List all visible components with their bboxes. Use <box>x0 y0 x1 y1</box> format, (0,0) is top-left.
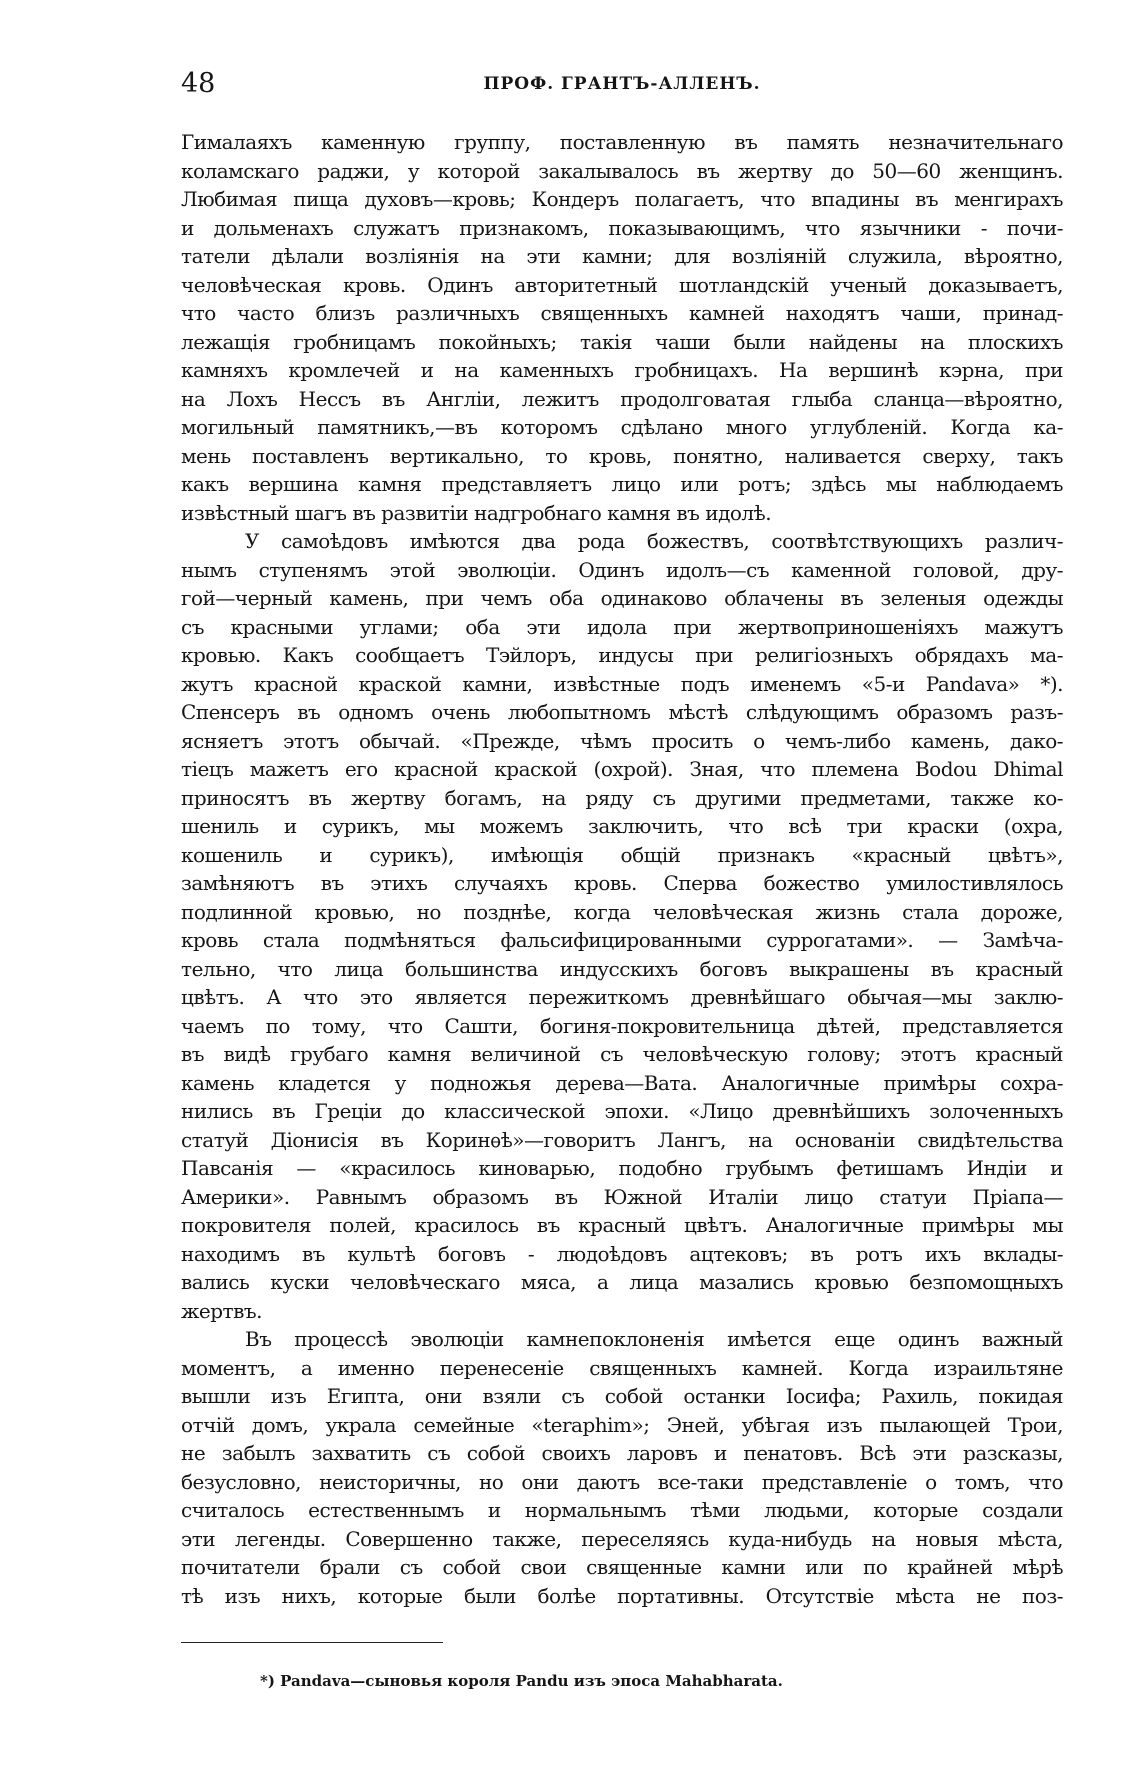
text-line: почитатели брали съ собой свои священные камни или по крайней мѣрѣ <box>181 1555 1063 1579</box>
text-line: отчій домъ, украла семейные «teraphim»; Эней, убѣгая изъ пылающей Трои, <box>181 1412 1063 1437</box>
text-line: моментъ, а именно перенесеніе священныхъ камней. Когда израильтяне <box>181 1355 1063 1380</box>
text-line: безусловно, неисторичны, но они даютъ все-таки представленіе о томъ, что <box>181 1469 1063 1494</box>
text-line: извѣстный шагъ въ развитіи надгробнаго камня въ идолѣ. <box>181 500 772 525</box>
text-line: подлинной кровью, но позднѣе, когда человѣческая жизнь стала дороже, <box>181 899 1063 924</box>
text-line: ясняетъ этотъ обычай. «Прежде, чѣмъ просить о чемъ-либо камень, дако- <box>181 728 1063 753</box>
text-line: камняхъ кромлечей и на каменныхъ гробницахъ. На вершинѣ кэрна, при <box>181 358 1063 382</box>
text-line: кровью. Какъ сообщаетъ Тэйлоръ, индусы при религіозныхъ обрядахъ ма- <box>181 643 1063 667</box>
text-line: цвѣтъ. А что это является пережиткомъ древнѣйшаго обычая—мы заклю- <box>181 985 1063 1009</box>
text-line: шениль и сурикъ, мы можемъ заключить, что всѣ три краски (охра, <box>181 814 1063 838</box>
text-line: что часто близъ различныхъ священныхъ камней находятъ чаши, принад- <box>181 301 1063 325</box>
text-line: покровителя полей, красилось въ красный цвѣтъ. Аналогичные примѣры мы <box>181 1213 1063 1237</box>
text-line: жутъ красной краской камни, извѣстные подъ именемъ «5-и Pandava» *). <box>181 671 1063 696</box>
text-line: татели дѣлали возліянія на эти камни; для возліяній служила, вѣроятно, <box>181 244 1063 268</box>
text-line: тельно, что лица большинства индусскихъ боговъ выкрашены въ красный <box>181 956 1063 981</box>
text-line: нились въ Греціи до классической эпохи. «Лицо древнѣйшихъ золоченныхъ <box>181 1099 1063 1123</box>
footnote: *) Pandava—сыновья короля Pandu изъ эпоса Mahabharata. <box>260 1672 783 1690</box>
running-title: ПРОФ. ГРАНТЪ-АЛЛЕНЪ. <box>483 74 761 94</box>
text-line: лежащія гробницамъ покойныхъ; такія чаши были найдены на плоскихъ <box>181 329 1063 354</box>
text-line: кровь стала подмѣняться фальсифицированными суррогатами». — Замѣча- <box>181 928 1063 952</box>
text-line: У самоѣдовъ имѣются два рода божествъ, соотвѣтствующихъ различ- <box>245 529 1063 553</box>
text-line: кошениль и сурикъ), имѣющія общій признакъ «красный цвѣтъ», <box>181 842 1063 867</box>
text-line: тѣ изъ нихъ, которые были болѣе портативны. Отсутствіе мѣста не поз- <box>181 1583 1063 1608</box>
text-line: Любимая пища духовъ—кровь; Кондеръ полагаетъ, что впадины въ менгирахъ <box>181 187 1063 211</box>
text-line: находимъ въ культѣ боговъ - людоѣдовъ ацтековъ; въ ротъ ихъ вклады- <box>181 1241 1063 1266</box>
text-line: съ красными углами; оба эти идола при жертвоприношеніяхъ мажутъ <box>181 614 1063 639</box>
text-line: коламскаго раджи, у которой закалывалось въ жертву до 50—60 женщинъ. <box>181 158 1063 183</box>
text-line: статуй Діонисія въ Коринѳѣ»—говоритъ Лангъ, на основаніи свидѣтельства <box>181 1127 1063 1152</box>
text-line: могильный памятникъ,—въ которомъ сдѣлано много углубленій. Когда ка- <box>181 415 1063 439</box>
text-line: Въ процессѣ эволюціи камнепоклоненія имѣется еще одинъ важный <box>245 1327 1063 1351</box>
text-line: на Лохъ Нессъ въ Англіи, лежитъ продолговатая глыба сланца—вѣроятно, <box>181 386 1063 411</box>
text-line: считалось естественнымъ и нормальнымъ тѣми людьми, которые создали <box>181 1498 1063 1522</box>
page-header <box>181 64 1063 104</box>
text-line: человѣческая кровь. Одинъ авторитетный шотландскій ученый доказываетъ, <box>181 272 1063 297</box>
page-number: 48 <box>181 68 216 99</box>
text-line: жертвъ. <box>181 1298 262 1323</box>
text-line: камень кладется у подножья дерева—Вата. Аналогичные примѣры сохра- <box>181 1070 1063 1095</box>
text-line: Спенсеръ въ одномъ очень любопытномъ мѣстѣ слѣдующимъ образомъ разъ- <box>181 700 1063 724</box>
text-line: тіецъ мажетъ его красной краской (охрой). Зная, что племена Bodou Dhimal <box>181 757 1063 781</box>
text-line: нымъ ступенямъ этой эволюціи. Одинъ идолъ—съ каменной головой, дру- <box>181 557 1063 582</box>
text-line: Америки». Равнымъ образомъ въ Южной Италіи лицо статуи Пріапа— <box>181 1184 1063 1209</box>
text-line: вышли изъ Египта, они взяли съ собой останки Іосифа; Рахиль, покидая <box>181 1384 1063 1408</box>
text-line: замѣняютъ въ этихъ случаяхъ кровь. Сперва божество умилостивлялось <box>181 871 1063 895</box>
text-line: какъ вершина камня представляетъ лицо или ротъ; здѣсь мы наблюдаемъ <box>181 472 1063 496</box>
text-line: въ видѣ грубаго камня величиной съ человѣческую голову; этотъ красный <box>181 1042 1063 1066</box>
text-line: не забылъ захватить съ собой своихъ ларовъ и пенатовъ. Всѣ эти разсказы, <box>181 1441 1063 1465</box>
body-text <box>181 128 1063 1610</box>
text-line: вались куски человѣческаго мяса, а лица мазались кровью безпомощныхъ <box>181 1270 1063 1294</box>
text-line: гой—черный камень, при чемъ оба одинаково облачены въ зеленыя одежды <box>181 586 1063 610</box>
text-line: чаемъ по тому, что Сашти, богиня-покровительница дѣтей, представляется <box>181 1013 1063 1038</box>
text-line: приносятъ въ жертву богамъ, на ряду съ другими предметами, также ко- <box>181 785 1063 810</box>
text-line: Павсанія — «красилось киноварью, подобно грубымъ фетишамъ Индіи и <box>181 1156 1063 1180</box>
text-line: мень поставленъ вертикально, то кровь, понятно, наливается сверху, такъ <box>181 443 1063 468</box>
text-line: эти легенды. Совершенно также, переселяясь куда-нибудь на новыя мѣста, <box>181 1526 1063 1551</box>
text-line: Гималаяхъ каменную группу, поставленную въ память незначительнаго <box>181 130 1063 154</box>
footnote-divider <box>181 1642 443 1643</box>
text-line: и дольменахъ служатъ признакомъ, показывающимъ, что язычники - почи- <box>181 215 1063 240</box>
